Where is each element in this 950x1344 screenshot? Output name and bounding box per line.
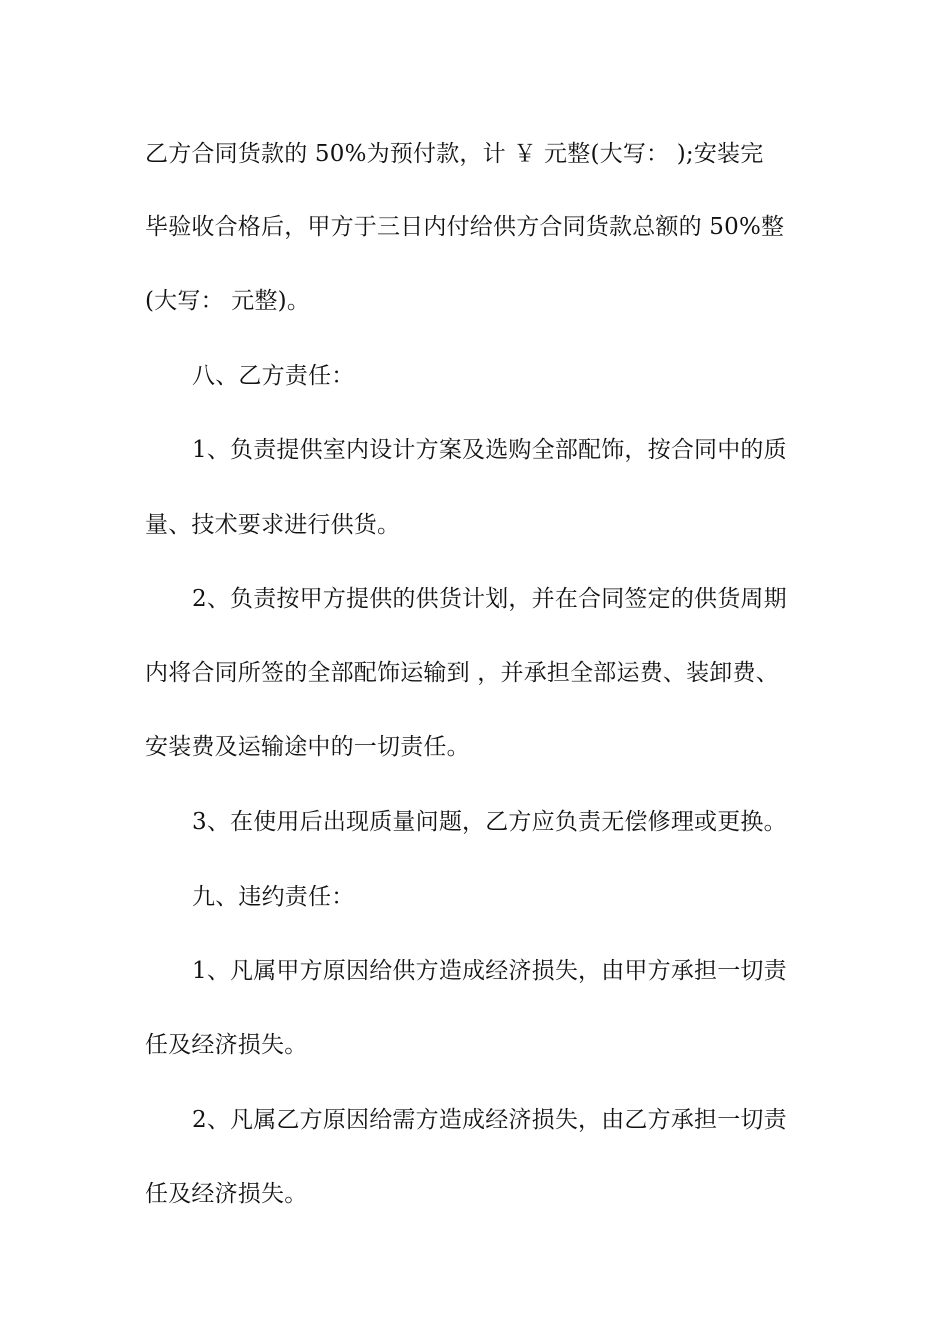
paragraph-line: 1、负责提供室内设计方案及选购全部配饰，按合同中的质 [192, 437, 787, 463]
paragraph-line: 1、凡属甲方原因给供方造成经济损失，由甲方承担一切责 [192, 958, 787, 984]
paragraph-line: 3、在使用后出现质量问题，乙方应负责无偿修理或更换。 [192, 809, 787, 835]
paragraph-line: 内将合同所签的全部配饰运输到 ，并承担全部运费、装卸费、 [145, 660, 779, 686]
section-heading: 九、违约责任： [192, 884, 355, 910]
paragraph-line: 2、负责按甲方提供的供货计划，并在合同签定的供货周期 [192, 586, 787, 612]
paragraph-line: 乙方合同货款的 50%为预付款，计 ￥ 元整(大写： );安装完 [145, 141, 764, 167]
paragraph-line: 任及经济损失。 [145, 1181, 308, 1207]
paragraph-line: 量、技术要求进行供货。 [145, 512, 401, 538]
section-heading: 八、乙方责任： [192, 363, 355, 389]
paragraph-line: (大写： 元整)。 [145, 288, 311, 314]
paragraph-line: 安装费及运输途中的一切责任。 [145, 734, 470, 760]
paragraph-line: 2、凡属乙方原因给需方造成经济损失，由乙方承担一切责 [192, 1107, 787, 1133]
paragraph-line: 任及经济损失。 [145, 1032, 308, 1058]
paragraph-line: 毕验收合格后，甲方于三日内付给供方合同货款总额的 50%整 [145, 214, 785, 240]
